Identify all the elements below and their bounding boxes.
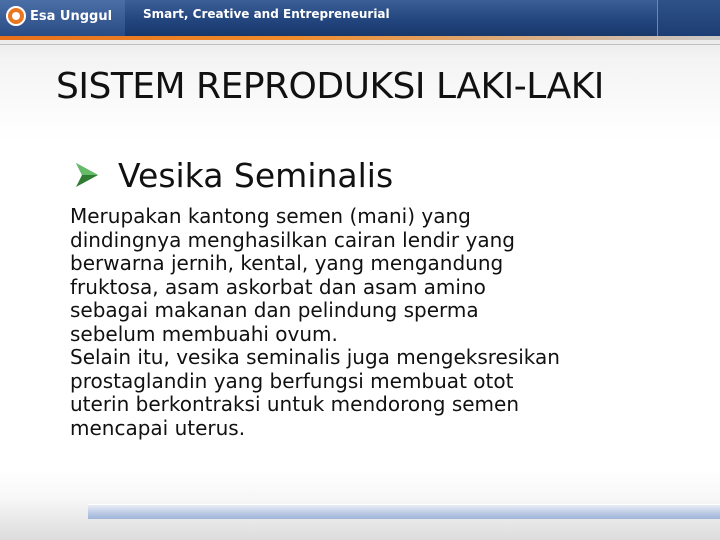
text-line: berwarna jernih, kental, yang mengandung (70, 251, 504, 275)
text-line: fruktosa, asam askorbat dan asam amino (70, 274, 486, 299)
body-text (70, 205, 710, 440)
bullet-heading: Vesika Seminalis (118, 155, 394, 195)
header-bar (0, 0, 720, 36)
text-line: sebagai makanan dan pelindung sperma (70, 298, 479, 322)
slide-title: SISTEM REPRODUKSI LAKI-LAKI (56, 66, 604, 107)
paragraph-function (70, 346, 710, 440)
header-divider (0, 44, 720, 45)
text-line: Selain itu, vesika seminalis juga mengeksresikan (70, 345, 560, 369)
text-line: dindingnya menghasilkan cairan lendir yang (70, 227, 515, 252)
bullet-heading-row (74, 155, 393, 195)
text-line: uterin berkontraksi untuk mendorong semen (70, 392, 520, 416)
logo-emblem-icon (6, 6, 26, 26)
text-line: mencapai uterus. (70, 415, 246, 440)
logo-text: Esa Unggul (30, 9, 113, 24)
footer-stripe (88, 504, 720, 519)
arrow-right-bullet-icon (74, 162, 100, 188)
text-line: Merupakan kantong semen (mani) yang (70, 204, 471, 228)
header-accent-stripe (0, 36, 720, 40)
text-line: sebelum membuahi ovum. (70, 321, 338, 346)
tagline: Smart, Creative and Entrepreneurial (143, 7, 390, 21)
text-line: prostaglandin yang berfungsi membuat otot (70, 368, 514, 393)
paragraph-description (70, 205, 710, 346)
header-corner-block (657, 0, 720, 36)
logo (0, 0, 125, 36)
